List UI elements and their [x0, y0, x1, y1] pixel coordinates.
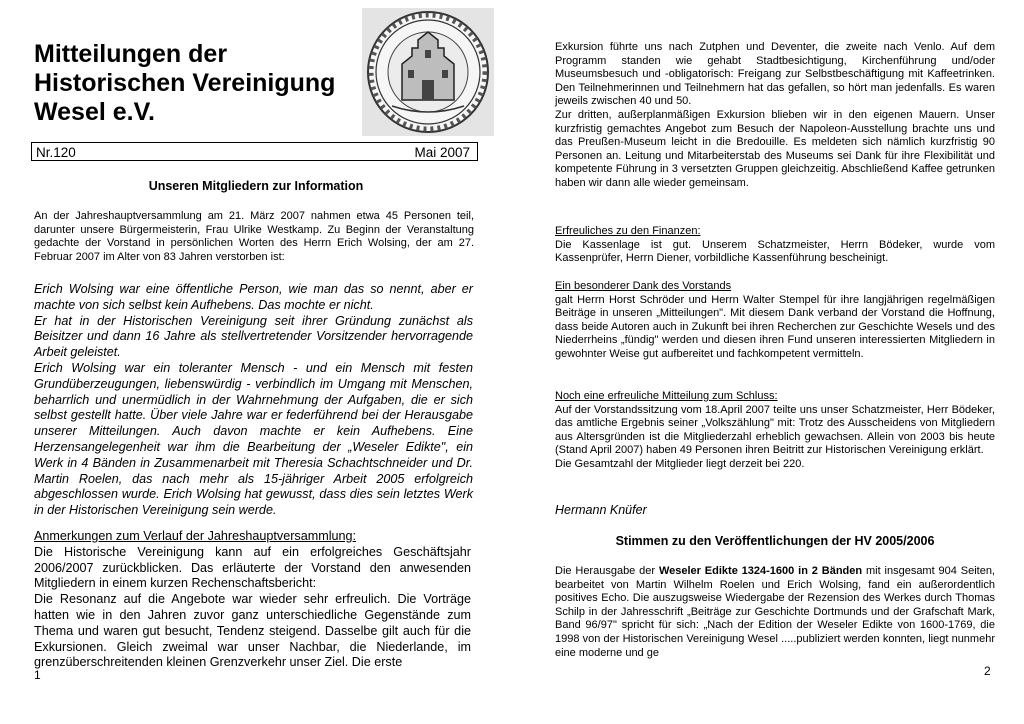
newsletter-masthead: [34, 40, 354, 127]
masthead-line-3: Wesel e.V.: [34, 98, 155, 126]
issue-bar: [31, 142, 478, 161]
closing-text: Auf der Vorstandssitzung vom 18.April 2007 teilte uns unser Schatzmeister, Herr Bödeker, das amtliche Ergebnis seiner „Volkszählung" mit: Trotz des Ausscheidens von Mitgliedern aus Altersgründen ist die Mitgliederzahl erheblich gewachsen. Allein von 2003 bis heute (Stand April 2007) haben 49 Personen ihren Beitritt zur Historischen Vereinigung erklärt.: [555, 403, 995, 457]
closing-text: Die Gesamtzahl der Mitglieder liegt derzeit bei 220.: [555, 457, 805, 470]
masthead-line-2: Historischen Vereinigung: [34, 69, 336, 97]
continuation-paragraph: Zur dritten, außerplanmäßigen Exkursion blieben wir in den eigenen Mauern. Unser kurzfristig gemachtes Angebot zum Besuch der Napoleon-Ausstellung brachte uns und das Preußen-Museum leicht in die Bredouille. Es meldeten sich nämlich kurzfristig 90 Personen an. Leitung und Mitarbeiterstab des Museums sei Dank für ihre Flexibilität und kompetente Führung in 3 versetzten Gruppen gleichzeitig. Abschließend Kaffee getrunken haben wir dann alle wieder gemeinsam.: [555, 108, 995, 189]
notes-paragraph: Die Historische Vereinigung kann auf ein erfolgreiches Geschäftsjahr 2006/2007 zurückblicken. Das erläuterte der Vorstand den anwesenden Mitgliedern in einem kurzen Rechenschaftsbericht:: [34, 544, 471, 591]
voices-text: mit insgesamt 904 Seiten, bearbeitet von Martin Wilhelm Roelen und Erich Wolsing, fand ein außerordentlich positives Echo. Die auszugsweise Wiedergabe der Rezension des Werkes durch Thomas Schilp in der Jahresschrift „Beiträge zur Geschichte Dortmunds und der Grafschaft Mark, Band 96/97" spricht für sich: „Nach der Edition der Weseler Edikte von 1600-1769, die 1998 von der Historischen Vereinigung Wesel .....publiziert werden konnten, liegt nunmehr eine moderne und ge: [555, 565, 995, 659]
thanks-text: galt Herrn Horst Schröder und Herrn Walter Stempel für ihre langjährigen regelmäßigen Beiträge in unseren „Mitteilungen". Mit diesem Dank verband der Vorstand die Hoffnung, dass beide Autoren auch in Zukunft bei ihren Recherchen zur Geschichte Wesels und des Niederrheins „fündig" werden und diesen ihren Fund unseren interessierten Mitgliedern in gewohnter Weise gut aufbereitet und fachkompetent vermitteln.: [555, 293, 995, 360]
section-heading-voices: Stimmen zu den Veröffentlichungen der HV 2005/2006: [615, 534, 935, 548]
voices-paragraph: [555, 565, 995, 660]
tribute-paragraph: Erich Wolsing war eine öffentliche Person, wie man das so nennt, aber er machte von sich selbst kein Aufhebens. Das mochte er nicht.: [34, 282, 473, 312]
city-seal-image: [362, 8, 494, 136]
voices-text: Die Herausgabe der: [555, 565, 659, 577]
tribute-block: [34, 282, 473, 519]
finance-text: Die Kassenlage ist gut. Unserem Schatzmeister, Herrn Bödeker, wurde vom Kassenprüfer, Herrn Diener, vorbildliche Kassenführung bescheinigt.: [555, 238, 995, 265]
voices-book-title: Weseler Edikte 1324-1600 in 2 Bänden: [658, 565, 863, 577]
right-page: [512, 0, 1024, 724]
notes-heading: Anmerkungen zum Verlauf der Jahreshauptversammlung:: [34, 529, 357, 543]
thanks-block: [555, 280, 995, 362]
page-number-left: 1: [34, 668, 41, 682]
intro-paragraph: An der Jahreshauptversammlung am 21. März 2007 nahmen etwa 45 Personen teil, darunter unsere Bürgermeisterin, Frau Ulrike Westkamp. Zu Beginn der Veranstaltung gedachte der Vorstand in persönlichen Worten des Herrn Erich Wolsing, der am 27. Februar 2007 im Alter von 83 Jahren verstorben ist:: [34, 210, 474, 263]
page-number-right: 2: [984, 664, 991, 678]
continuation-paragraph: Exkursion führte uns nach Zutphen und Deventer, die zweite nach Venlo. Auf dem Programm standen wie gehabt Stadtbesichtigung, Kirchenführung und/oder Museumsbesuch und -obligatorisch: Freigang zur Selbstbeschäftigung mit Kaffeetrinken. Den Teilnehmerinnen und Teilnehmern hat das gefallen, so hört man jedenfalls. Es waren jeweils zwischen 40 und 50.: [555, 41, 995, 108]
closing-heading: Noch eine erfreuliche Mitteilung zum Schluss:: [555, 390, 778, 402]
thanks-heading: Ein besonderer Dank des Vorstands: [555, 280, 732, 292]
finance-block: [555, 225, 995, 266]
notes-block: [34, 529, 471, 671]
issue-number: Nr.120: [36, 145, 76, 160]
tribute-paragraph: Erich Wolsing war ein toleranter Mensch - und ein Mensch mit festen Grundüberzeugungen, liebenswürdig - verbindlich im Umgang mit Menschen, beharrlich und unermüdlich in der Wahrnehmung der Aufgaben, die er sich selbst gestellt hatte. Über viele Jahre war er federführend bei der Herausgabe unserer Mitteilungen. Auch davon machte er kein Aufhebens. Eine Herzensangelegenheit war ihm die Bearbeitung der „Weseler Edikte", ein Werk in 4 Bänden in Zusammenarbeit mit Theresia Schachtschneider und Dr. Martin Roelen, das nach mehr als 15-jähriger Arbeit 2005 erfolgreich abgeschlossen wurde. Erich Wolsing hat gewusst, dass dies sein letztes Werk in der Historischen Vereinigung sein werde.: [34, 360, 473, 518]
continuation-block: [555, 41, 995, 191]
issue-date: Mai 2007: [414, 145, 470, 160]
notes-paragraph: Die Resonanz auf die Angebote war wieder sehr erfreulich. Die Vorträge hatten wie in den Jahren zuvor ganz unterschiedliche Gegenstände zum Thema und waren gut besucht, Tendenz steigend. Dasselbe gilt auch für die Exkursionen. Gleich zweimal war unser Nachbar, die Niederlande, im grenzüberschreitenden kleinen Grenzverkehr unser Ziel. Die erste: [34, 592, 471, 670]
section-heading-info: Unseren Mitgliedern zur Information: [148, 179, 364, 193]
tribute-paragraph: Er hat in der Historischen Vereinigung seit ihrer Gründung zunächst als Beisitzer und dann 16 Jahre als stellvertretender Vorsitzender hervorragende Arbeit geleistet.: [34, 313, 473, 360]
closing-block: [555, 390, 995, 472]
finance-heading: Erfreuliches zu den Finanzen:: [555, 225, 701, 237]
author-signature: Hermann Knüfer: [555, 503, 647, 517]
masthead-line-1: Mitteilungen der: [34, 40, 228, 68]
